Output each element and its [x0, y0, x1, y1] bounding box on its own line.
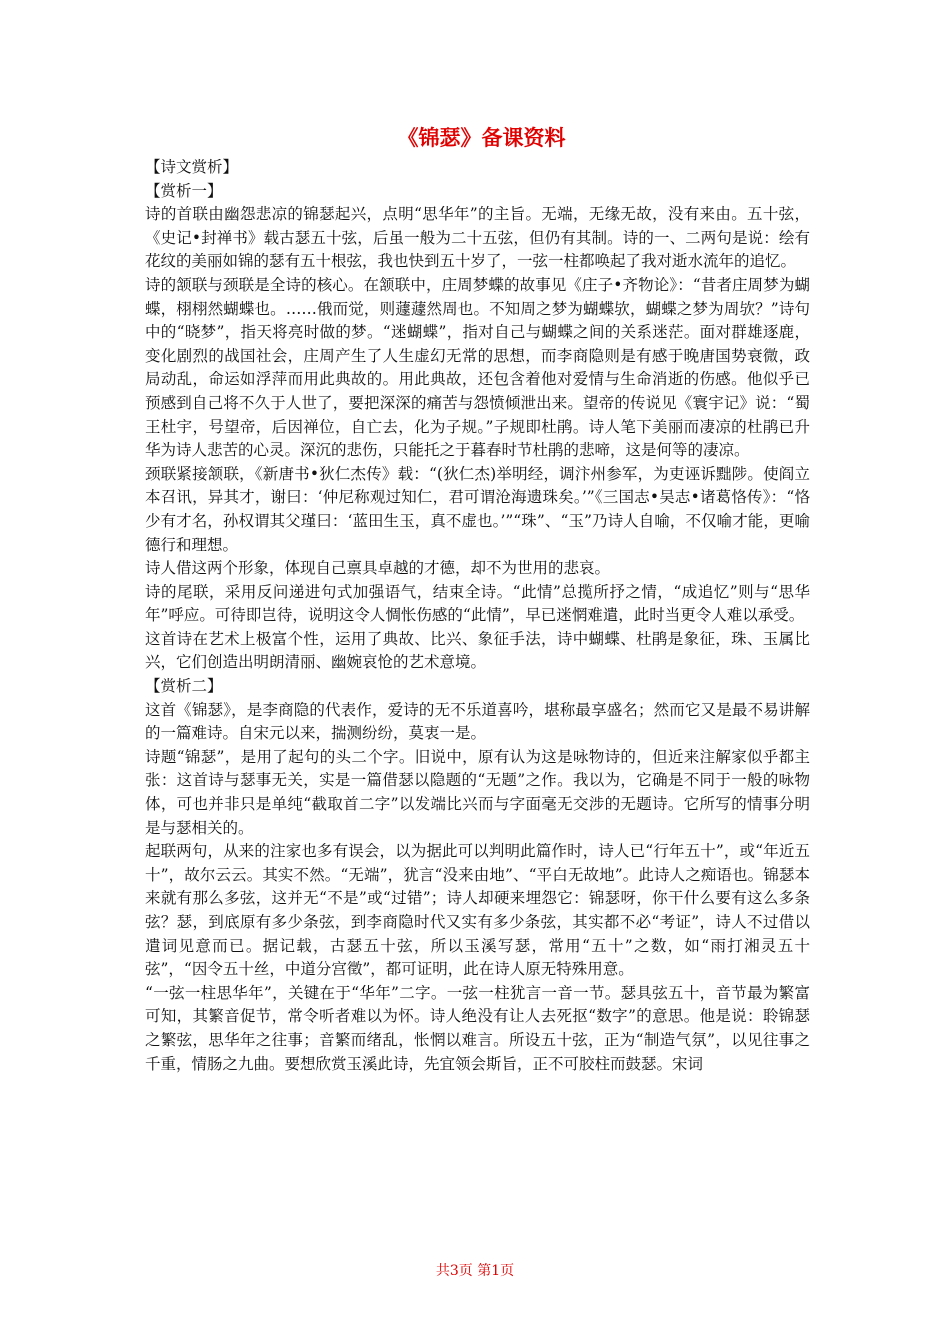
paragraph: 起联两句，从来的注家也多有误会，以为据此可以判明此篇作时，诗人已“行年五十”，或“年近五十”，故尔云云。其实不然。“无端”，犹言“没来由地”、“平白无故地”。此诗人之痴语也。锦瑟本来就有那么多弦，这并无“不是”或“过错”；诗人却硬来埋怨它：锦瑟呀，你干什么要有这么多条弦？瑟，到底原有多少条弦，到李商隐时代又实有多少条弦，其实都不必“考证”，诗人不过借以遣词见意而已。据记载，古瑟五十弦，所以玉溪写瑟，常用“五十”之数，如“雨打湘灵五十弦”，“因令五十丝，中道分宫徵”，都可证明，此在诗人原无特殊用意。 [145, 842, 810, 979]
analysis-two-heading: 【赏析二】 [145, 677, 223, 696]
analysis-one-heading: 【赏析一】 [145, 181, 223, 200]
paragraph: 诗人借这两个形象，体现自己禀具卓越的才德，却不为世用的悲哀。 [145, 559, 611, 578]
paragraph: “一弦一柱思华年”，关键在于“华年”二字。一弦一柱犹言一音一节。瑟具弦五十，音节最为繁富可知，其繁音促节，常令听者难以为怀。诗人绝没有让人去死抠“数字”的意思。他是说：聆锦瑟之繁弦，思华年之往事；音繁而绪乱，怅惘以难言。所设五十弦，正为“制造气氛”，以见往事之千重，情肠之九曲。要想欣赏玉溪此诗，先宜领会斯旨，正不可胶柱而鼓瑟。宋词 [145, 983, 810, 1073]
paragraph: 这首《锦瑟》，是李商隐的代表作，爱诗的无不乐道喜吟，堪称最享盛名；然而它又是最不易讲解的一篇难诗。自宋元以来，揣测纷纷，莫衷一是。 [145, 700, 810, 743]
paragraph: 诗的颔联与颈联是全诗的核心。在颔联中，庄周梦蝶的故事见《庄子•齐物论》：“昔者庄周梦为蝴蝶，栩栩然蝴蝶也。……俄而觉，则蘧蘧然周也。不知周之梦为蝴蝶欤，蝴蝶之梦为周欤？”诗句中的“晓梦”，指天将亮时做的梦。“迷蝴蝶”，指对自己与蝴蝶之间的关系迷茫。面对群雄逐鹿，变化剧烈的战国社会，庄周产生了人生虚幻无常的思想，而李商隐则是有感于晚唐国势衰微，政局动乱，命运如浮萍而用此典故的。用此典故，还包含着他对爱情与生命消逝的伤感。他似乎已预感到自己将不久于人世了，要把深深的痛苦与怨愤倾泄出来。望帝的传说见《寰宇记》说：“蜀王杜宇，号望帝，后因禅位，自亡去，化为子规。”子规即杜鹃。诗人笔下美丽而凄凉的杜鹃已升华为诗人悲苦的心灵。深沉的悲伤，只能托之于暮春时节杜鹃的悲啼，这是何等的凄凉。 [145, 275, 810, 460]
section-heading: 【诗文赏析】 [145, 158, 239, 176]
paragraph: 诗题“锦瑟”，是用了起句的头二个字。旧说中，原有认为这是咏物诗的，但近来注解家似乎都主张：这首诗与瑟事无关，实是一篇借瑟以隐题的“无题”之作。我以为，它确是不同于一般的咏物体，可也并非只是单纯“截取首二字”以发端比兴而与字面毫无交涉的无题诗。它所写的情事分明是与瑟相关的。 [145, 747, 810, 837]
document-title: 《锦瑟》备课资料 [397, 125, 566, 150]
paragraph: 诗的首联由幽怨悲凉的锦瑟起兴，点明“思华年”的主旨。无端，无缘无故，没有来由。五十弦，《史记•封禅书》载古瑟五十弦，后虽一般为二十五弦，但仍有其制。诗的一、二两句是说：绘有花纹的美丽如锦的瑟有五十根弦，我也快到五十岁了，一弦一柱都唤起了我对逝水流年的追忆。 [145, 205, 810, 271]
page-footer: 共3页 第1页 [435, 1263, 515, 1279]
paragraph: 这首诗在艺术上极富个性，运用了典故、比兴、象征手法，诗中蝴蝶、杜鹃是象征，珠、玉属比兴，它们创造出明朗清丽、幽婉哀怆的艺术意境。 [145, 629, 810, 672]
document-page [145, 120, 810, 1076]
paragraph: 诗的尾联，采用反问递进句式加强语气，结束全诗。“此情”总揽所抒之情，“成追忆”则与“思华年”呼应。可待即岂待，说明这令人惆怅伤感的“此情”，早已迷惘难遣，此时当更令人难以承受。 [145, 582, 810, 625]
paragraph: 颈联紧接颔联，《新唐书•狄仁杰传》载：“(狄仁杰)举明经，调汴州参军，为吏诬诉黜陟。使阎立本召讯，异其才，谢曰：‘仲尼称观过知仁，君可谓沧海遗珠矣。’”《三国志•吴志•诸葛恪传》：“恪少有才名，孙权谓其父瑾曰：‘蓝田生玉，真不虚也。’”“珠”、“玉”乃诗人自喻，不仅喻才能，更喻德行和理想。 [145, 464, 810, 554]
